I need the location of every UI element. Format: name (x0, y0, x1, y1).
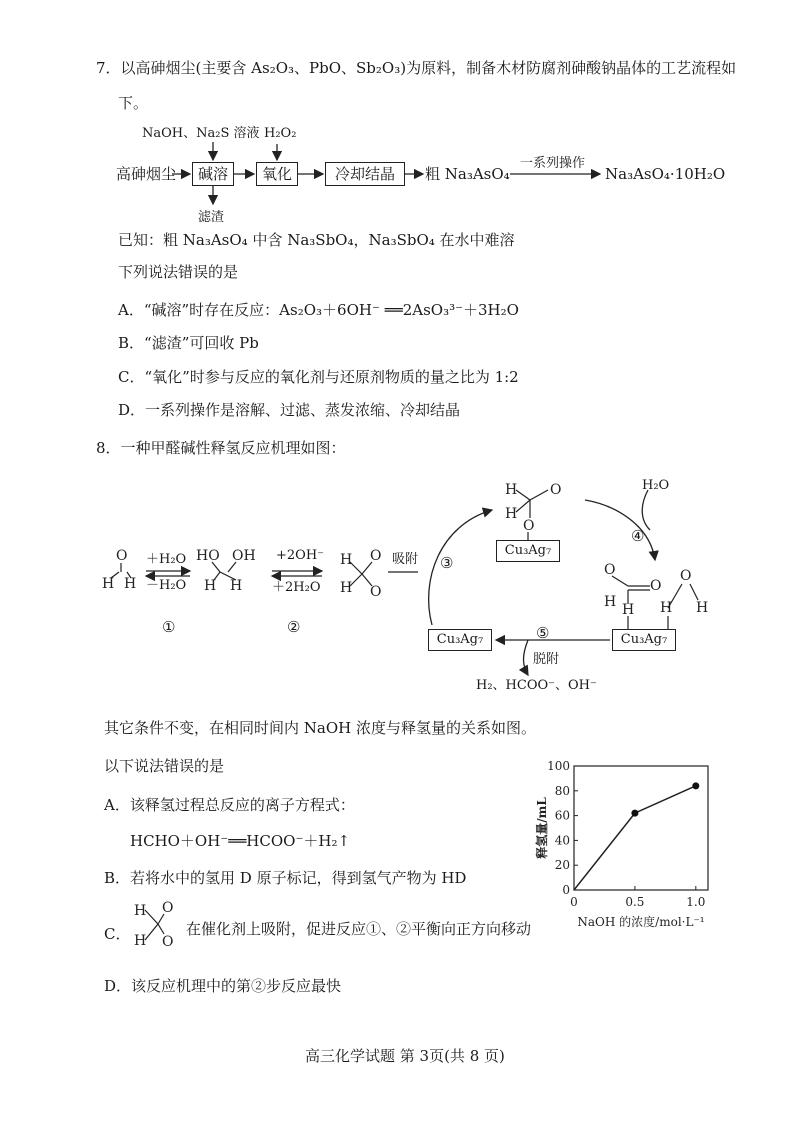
mech-arrow2-bottom: ＋2H₂O (272, 580, 321, 595)
q7-stem-line1: 7．以高砷烟尘(主要含 As₂O₃、PbO、Sb₂O₃)为原料，制备木材防腐剂砷酸钠晶体的工艺流程如 (96, 59, 737, 77)
y-tick-label-4: 80 (554, 783, 570, 798)
q8-option-d: D．该反应机理中的第②步反应最快 (104, 977, 342, 995)
svg-text:OH: OH (232, 548, 256, 564)
svg-text:H: H (134, 903, 147, 919)
flow-product2: Na₃AsO₄·10H₂O (605, 165, 726, 183)
q7-option-a: A．“碱溶”时存在反应：As₂O₃＋6OH⁻ ══2AsO₃³⁻＋3H₂O (118, 301, 519, 319)
q7-option-b: B．“滤渣”可回收 Pb (118, 334, 259, 352)
svg-text:H: H (204, 578, 217, 594)
mech-water: H₂O (642, 478, 670, 493)
mech-arrow1-top: ＋H₂O (146, 552, 187, 567)
y-axis-label: 释氢量/mL (535, 797, 549, 859)
svg-text:O: O (650, 578, 662, 594)
mech-catalyst-right: Cu₃Ag₇ (612, 629, 676, 651)
y-tick-label-2: 40 (554, 833, 570, 848)
flow-reagent2: H₂O₂ (264, 126, 297, 141)
mech-label-4: ④ (631, 527, 645, 545)
y-tick-label-1: 20 (554, 858, 570, 873)
svg-text:H: H (696, 600, 709, 616)
svg-text:H: H (102, 576, 115, 592)
flow-step-alkali: 碱溶 (192, 162, 234, 186)
svg-text:O: O (370, 584, 382, 600)
page-footer: 高三化学试题 第 3页(共 8 页) (305, 1047, 505, 1065)
q7-question: 下列说法错误的是 (118, 263, 239, 281)
flow-step-oxidize: 氧化 (256, 162, 298, 186)
q8-option-c-text: 在催化剂上吸附，促进反应①、②平衡向正方向移动 (186, 920, 532, 938)
q7-option-c: C．“氧化”时参与反应的氧化剂与还原剂物质的量之比为 1:2 (118, 368, 519, 386)
mech-label-3: ③ (440, 554, 454, 572)
q8-option-a-line2: HCHO＋OH⁻══HCOO⁻＋H₂↑ (130, 832, 351, 850)
x-tick-label-0: 0 (570, 895, 578, 909)
mech-label-2: ② (287, 618, 301, 636)
flow-product1: 粗 Na₃AsO₄ (425, 165, 510, 183)
flow-step-cool: 冷却结晶 (325, 162, 405, 186)
x-tick-label-1: 0.5 (625, 895, 645, 909)
svg-text:O: O (550, 482, 562, 498)
mech-catalyst-left: Cu₃Ag₇ (428, 629, 492, 651)
flow-operation: 一系列操作 (520, 156, 586, 171)
mech-catalyst-top: Cu₃Ag₇ (496, 540, 560, 562)
svg-text:H: H (604, 594, 617, 610)
svg-text:O: O (604, 562, 616, 578)
x-axis-label: NaOH 的浓度/mol·L⁻¹ (577, 915, 705, 929)
svg-text:O: O (370, 548, 382, 564)
y-tick-label-5: 100 (547, 759, 570, 773)
q7-option-d: D．一系列操作是溶解、过滤、蒸发浓缩、冷却结晶 (118, 401, 461, 419)
mech-label-5: ⑤ (536, 624, 550, 642)
mech-products: H₂、HCOO⁻、OH⁻ (476, 678, 597, 693)
svg-text:O: O (162, 934, 174, 950)
flow-reagent1: NaOH、Na₂S 溶液 (142, 126, 260, 141)
mech-label-1: ① (162, 618, 176, 636)
q8-question: 以下说法错误的是 (104, 757, 225, 775)
svg-text:H: H (622, 602, 635, 618)
svg-text:O: O (680, 568, 692, 584)
y-tick-label-0: 0 (562, 883, 570, 897)
flow-start: 高砷烟尘 (116, 165, 177, 183)
q8-option-c-prefix: C． (104, 925, 131, 943)
q8-stem: 8．一种甲醛碱性释氢反应机理如图： (96, 439, 346, 457)
q7-known: 已知：粗 Na₃AsO₄ 中含 Na₃SbO₄，Na₃SbO₄ 在水中难溶 (118, 231, 515, 249)
q8-option-a-line1: A．该释氢过程总反应的离子方程式： (104, 796, 355, 814)
y-tick-label-3: 60 (554, 808, 570, 823)
svg-text:H: H (124, 576, 137, 592)
q8-option-b: B．若将水中的氢用 D 原子标记，得到氢气产物为 HD (104, 869, 467, 887)
svg-text:H: H (505, 506, 518, 522)
x-tick-label-2: 1.0 (686, 895, 706, 909)
mech-arrow2-top: +2OH⁻ (276, 548, 325, 563)
svg-text:O: O (116, 548, 128, 564)
svg-text:HO: HO (196, 548, 220, 564)
svg-text:H: H (505, 482, 518, 498)
q8-condition: 其它条件不变，在相同时间内 NaOH 浓度与释氢量的关系如图。 (104, 719, 536, 737)
mech-desorb: 脱附 (533, 652, 560, 667)
mech-arrow1-bottom: －H₂O (146, 578, 187, 593)
mech-adsorb: 吸附 (392, 552, 419, 567)
svg-text:H: H (340, 552, 353, 568)
svg-text:O: O (523, 518, 535, 534)
svg-text:H: H (340, 580, 353, 596)
q7-stem-line2: 下。 (118, 94, 149, 112)
svg-text:H: H (660, 600, 673, 616)
svg-text:H: H (134, 933, 147, 949)
svg-text:O: O (162, 900, 174, 916)
flow-residue: 滤渣 (198, 210, 225, 225)
svg-text:H: H (230, 578, 243, 594)
